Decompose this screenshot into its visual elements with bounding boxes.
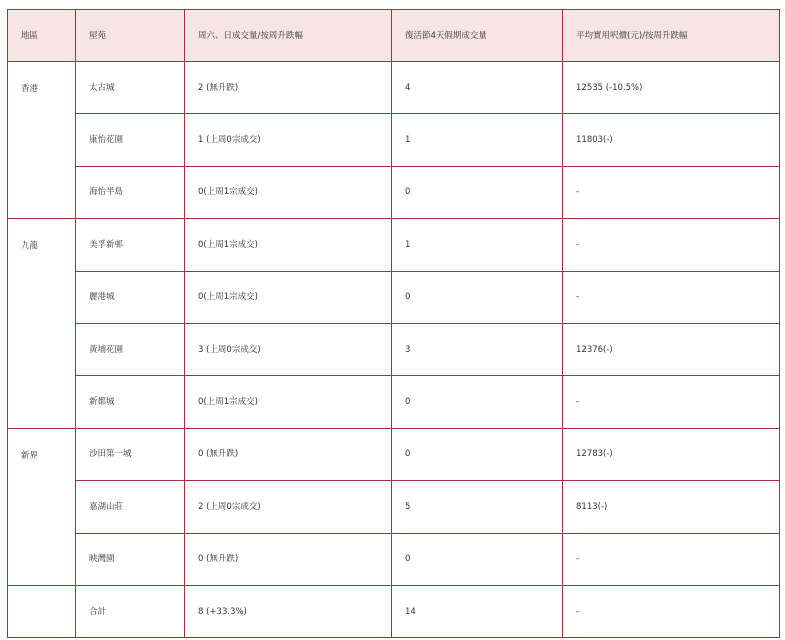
- avg-price-cell: 12376(-): [563, 323, 780, 375]
- weekend-volume-cell: 0(上周1宗成交): [185, 166, 392, 218]
- total-avg-price-cell: -: [563, 585, 780, 637]
- estate-cell: 美孚新邨: [76, 219, 185, 271]
- header-weekend-volume: 周六、日成交量/按周升跌幅: [185, 10, 392, 62]
- table-row: [8, 323, 780, 375]
- weekend-volume-cell: 2 (無升跌): [185, 62, 392, 114]
- table-header-row: [8, 10, 780, 62]
- avg-price-cell: -: [563, 271, 780, 323]
- table-row: [8, 114, 780, 166]
- table-row: [8, 219, 780, 271]
- estate-cell: 沙田第一城: [76, 428, 185, 480]
- estate-transaction-table: [7, 9, 780, 638]
- easter-volume-cell: 4: [392, 62, 563, 114]
- header-estate: 屋苑: [76, 10, 185, 62]
- transaction-table-container: [7, 9, 780, 638]
- total-weekend-volume-cell: 8 (+33.3%): [185, 585, 392, 637]
- estate-cell: 映灣園: [76, 533, 185, 585]
- easter-volume-cell: 0: [392, 271, 563, 323]
- region-cell-hong-kong: 香港: [8, 62, 76, 219]
- estate-cell: 嘉湖山莊: [76, 481, 185, 533]
- header-avg-price: 平均實用呎價(元)/按周升跌幅: [563, 10, 780, 62]
- estate-cell: 海怡半島: [76, 166, 185, 218]
- easter-volume-cell: 0: [392, 533, 563, 585]
- easter-volume-cell: 0: [392, 428, 563, 480]
- avg-price-cell: 8113(-): [563, 481, 780, 533]
- weekend-volume-cell: 0(上周1宗成交): [185, 219, 392, 271]
- region-cell-kowloon: 九龍: [8, 219, 76, 429]
- total-label-cell: 合計: [76, 585, 185, 637]
- total-region-cell: [8, 585, 76, 637]
- easter-volume-cell: 3: [392, 323, 563, 375]
- table-row: [8, 428, 780, 480]
- avg-price-cell: -: [563, 166, 780, 218]
- weekend-volume-cell: 0(上周1宗成交): [185, 271, 392, 323]
- easter-volume-cell: 1: [392, 114, 563, 166]
- estate-cell: 太古城: [76, 62, 185, 114]
- weekend-volume-cell: 0(上周1宗成交): [185, 376, 392, 428]
- easter-volume-cell: 1: [392, 219, 563, 271]
- estate-cell: 新都城: [76, 376, 185, 428]
- table-row: [8, 481, 780, 533]
- total-easter-volume-cell: 14: [392, 585, 563, 637]
- avg-price-cell: -: [563, 219, 780, 271]
- estate-cell: 麗港城: [76, 271, 185, 323]
- table-row: [8, 271, 780, 323]
- easter-volume-cell: 0: [392, 376, 563, 428]
- weekend-volume-cell: 0 (無升跌): [185, 533, 392, 585]
- avg-price-cell: -: [563, 376, 780, 428]
- weekend-volume-cell: 0 (無升跌): [185, 428, 392, 480]
- header-easter-volume: 復活節4天假期成交量: [392, 10, 563, 62]
- easter-volume-cell: 0: [392, 166, 563, 218]
- table-total-row: [8, 585, 780, 637]
- avg-price-cell: 12783(-): [563, 428, 780, 480]
- easter-volume-cell: 5: [392, 481, 563, 533]
- table-row: [8, 166, 780, 218]
- weekend-volume-cell: 3 (上周0宗成交): [185, 323, 392, 375]
- table-row: [8, 62, 780, 114]
- header-region: 地區: [8, 10, 76, 62]
- table-row: [8, 376, 780, 428]
- table-row: [8, 533, 780, 585]
- estate-cell: 康怡花園: [76, 114, 185, 166]
- region-cell-new-territories: 新界: [8, 428, 76, 585]
- weekend-volume-cell: 2 (上周0宗成交): [185, 481, 392, 533]
- avg-price-cell: 12535 (-10.5%): [563, 62, 780, 114]
- avg-price-cell: -: [563, 533, 780, 585]
- avg-price-cell: 11803(-): [563, 114, 780, 166]
- estate-cell: 黃埔花園: [76, 323, 185, 375]
- weekend-volume-cell: 1 (上周0宗成交): [185, 114, 392, 166]
